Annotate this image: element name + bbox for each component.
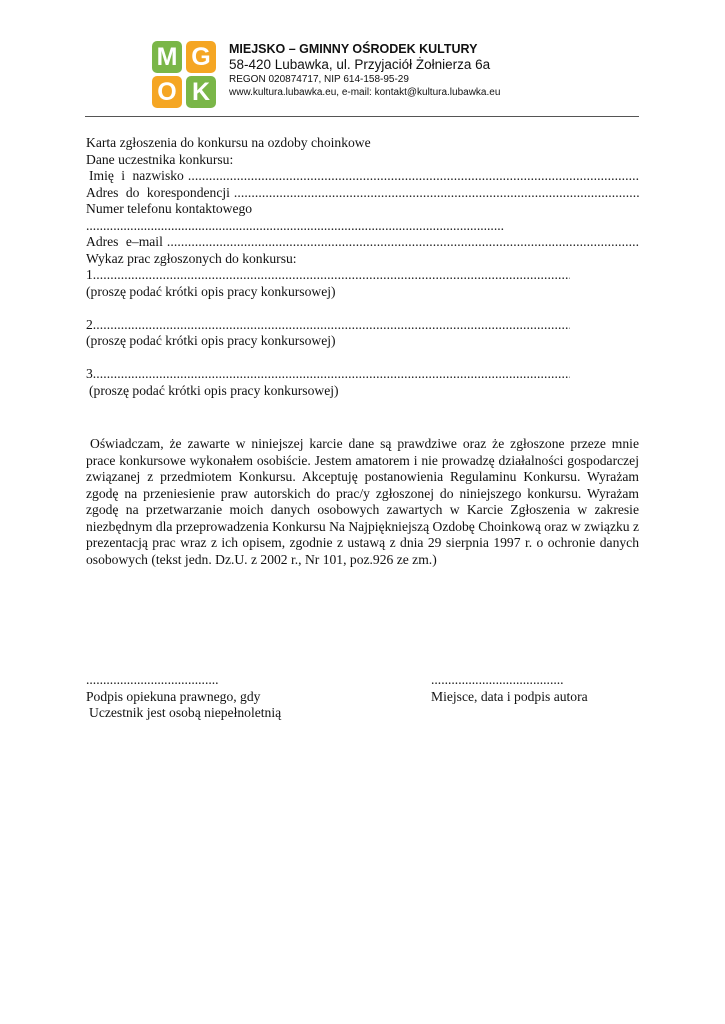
work-2-dots[interactable]: [96, 317, 570, 334]
address-dots[interactable]: [234, 185, 639, 202]
work-2-number: 2.: [86, 316, 97, 332]
name-label: Imię i nazwisko: [89, 168, 184, 183]
author-signature: [431, 672, 588, 705]
email-label: Adres e–mail: [86, 234, 163, 249]
work-3-dots[interactable]: [96, 366, 570, 383]
guardian-signature-dots[interactable]: .......................................: [86, 672, 219, 687]
email-field[interactable]: [86, 234, 639, 251]
work-3-field[interactable]: [86, 366, 570, 383]
work-1-dots[interactable]: [96, 267, 570, 284]
org-regon: REGON 020874717, NIP 614-158-95-29: [229, 74, 409, 85]
address-field[interactable]: [86, 185, 639, 202]
participant-heading: Dane uczestnika konkursu:: [86, 151, 234, 167]
address-label: Adres do korespondencji: [86, 184, 230, 200]
header-divider: [85, 116, 639, 117]
consent-statement: Oświadczam, że zawarte w niniejszej karcie dane są prawdziwe oraz że zgłoszone przeze mnie prace konkursowe wykonałem osobiście. Jestem amatorem i nie prowadzę działalności gospodarczej związanej z przedmiotem Konkursu. Akceptuję postanowienia Regulaminu Konkursu. Wyrażam zgodę na przeniesienie praw autorskich do prac/y zgłoszonej do niniejszego konkursu. Wyrażam zgodę na przetwarzanie moich danych osobowych zawartych w Karcie Zgłoszenia w zakresie niezbędnym dla przeprowadzenia Konkursu Na Najpiękniejszą Ozdobę Choinkową oraz w związku z prezentacją prac wraz z ich opisem, zgodnie z ustawą z dnia 29 sierpnia 1997 r. o ochronie danych osobowych (tekst jedn. Dz.U. z 2002 r., Nr 101, poz.926 ze zm.): [86, 436, 639, 567]
form-title: Karta zgłoszenia do konkursu na ozdoby choinkowe: [86, 135, 371, 150]
work-1-number: 1.: [86, 267, 97, 282]
mgok-logo: [152, 41, 216, 108]
email-dots[interactable]: [167, 234, 639, 251]
logo-tile-g: G: [186, 41, 216, 73]
letterhead: [229, 42, 500, 99]
work-3-number: 3.: [86, 366, 97, 381]
logo-tile-m: M: [152, 41, 182, 73]
guardian-signature-note: Uczestnik jest osobą niepełnoletnią: [89, 705, 282, 720]
phone-dots[interactable]: ...........................................................................................................................: [86, 217, 505, 233]
work-3-hint: (proszę podać krótki opis pracy konkursowej): [89, 382, 339, 398]
author-signature-label: Miejsce, data i podpis autora: [431, 688, 588, 704]
author-signature-dots[interactable]: .......................................: [431, 672, 564, 687]
work-1-field[interactable]: [86, 267, 570, 284]
logo-tile-k: K: [186, 76, 216, 108]
phone-label: Numer telefonu kontaktowego: [86, 201, 253, 216]
entry-form: [86, 135, 639, 399]
work-2-hint: (proszę podać krótki opis pracy konkursowej): [86, 333, 336, 348]
work-1-hint: (proszę podać krótki opis pracy konkursowej): [86, 283, 336, 299]
org-contact: www.kultura.lubawka.eu, e-mail: kontakt@kultura.lubawka.eu: [229, 87, 501, 98]
org-address: 58-420 Lubawka, ul. Przyjaciół Żołnierza 6a: [229, 57, 491, 72]
guardian-signature-label: Podpis opiekuna prawnego, gdy: [86, 688, 261, 704]
name-dots[interactable]: [188, 168, 639, 185]
guardian-signature: [86, 672, 281, 722]
org-name: MIEJSKO – GMINNY OŚRODEK KULTURY: [229, 42, 478, 56]
works-heading: Wykaz prac zgłoszonych do konkursu:: [86, 250, 297, 266]
work-2-field[interactable]: [86, 317, 570, 334]
logo-tile-o: O: [152, 76, 182, 108]
name-field[interactable]: [86, 168, 639, 185]
